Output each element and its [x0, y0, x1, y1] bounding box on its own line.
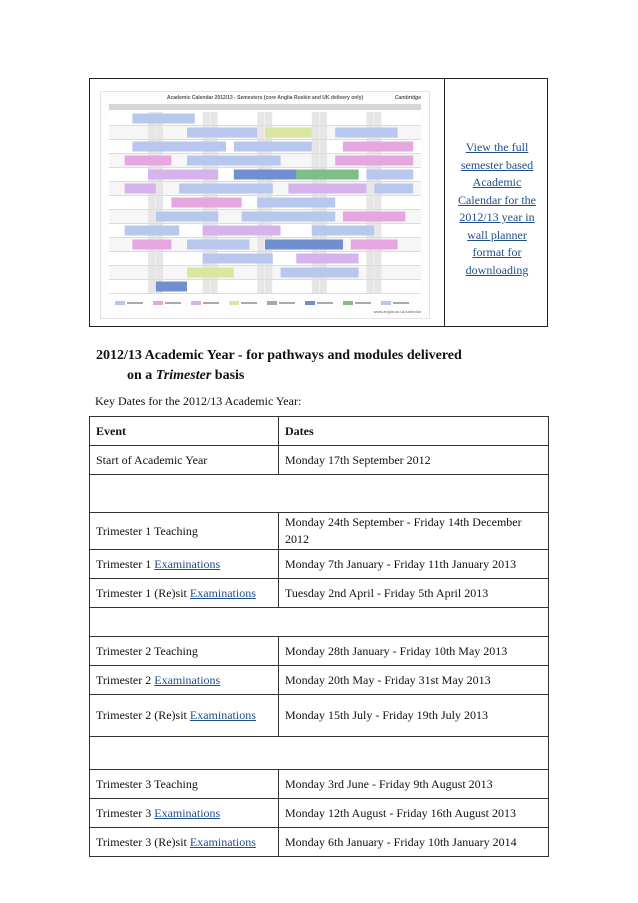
calendar-event-bar	[132, 114, 194, 124]
weekend-cell	[312, 280, 319, 293]
calendar-grid-graphic	[109, 104, 421, 294]
calendar-event-bar	[187, 240, 249, 250]
examinations-link[interactable]: Examinations	[154, 556, 221, 571]
table-row	[90, 799, 549, 828]
calendar-legend-graphic	[111, 300, 421, 306]
calendar-event-bar	[265, 128, 312, 138]
table-row	[90, 695, 549, 737]
weekend-cell	[156, 182, 163, 195]
grid-line	[109, 237, 421, 238]
dates-cell: Monday 3rd June - Friday 9th August 2013	[279, 770, 549, 799]
weekend-cell	[374, 252, 381, 265]
weekend-cell	[320, 126, 327, 139]
weekend-cell	[148, 266, 155, 279]
legend-label-mark	[241, 302, 257, 304]
event-prefix: Trimester 3	[96, 805, 155, 820]
weekend-cell	[374, 196, 381, 209]
grid-line	[109, 139, 421, 140]
weekend-cell	[374, 112, 381, 125]
dates-cell: Tuesday 2nd April - Friday 5th April 2013	[279, 579, 549, 608]
weekend-cell	[320, 140, 327, 153]
legend-swatch	[229, 301, 239, 305]
dates-cell: Monday 28th January - Friday 10th May 2013	[279, 637, 549, 666]
calendar-box	[89, 78, 548, 327]
weekend-cell	[374, 280, 381, 293]
link-line[interactable]: Calendar for the	[458, 192, 536, 207]
weekend-cell	[148, 210, 155, 223]
weekend-cell	[320, 280, 327, 293]
event-prefix: Trimester 1	[96, 556, 155, 571]
calendar-event-bar	[187, 128, 257, 138]
weekend-cell	[366, 112, 373, 125]
legend-label-mark	[165, 302, 181, 304]
calendar-event-bar	[335, 156, 413, 166]
calendar-event-bar	[366, 170, 413, 180]
examinations-link[interactable]: Examinations	[154, 805, 221, 820]
calendar-event-bar	[132, 240, 171, 250]
weekend-cell	[148, 126, 155, 139]
table-header-row	[90, 417, 549, 446]
grid-line	[109, 125, 421, 126]
event-cell: Start of Academic Year	[90, 446, 279, 475]
weekend-cell	[320, 154, 327, 167]
thumbnail-url: www.anglia.ac.uk/calendar	[373, 309, 421, 314]
calendar-event-bar	[171, 198, 241, 208]
weekend-cell	[148, 252, 155, 265]
weekend-cell	[366, 266, 373, 279]
weekend-cell	[156, 266, 163, 279]
calendar-event-bar	[179, 184, 273, 194]
weekend-cell	[265, 280, 272, 293]
spacer-cell	[90, 737, 549, 770]
table-row	[90, 666, 549, 695]
event-prefix: Trimester 1 (Re)sit	[96, 585, 190, 600]
spacer-cell	[90, 608, 549, 637]
link-line[interactable]: wall planner	[467, 227, 527, 242]
thumbnail-title: Academic Calendar 2012/13 - Semesters (core Anglia Ruskin and UK delivery only)	[166, 95, 364, 101]
calendar-event-bar	[156, 212, 218, 222]
legend-label-mark	[393, 302, 409, 304]
calendar-event-bar	[257, 198, 335, 208]
table-row	[90, 513, 549, 550]
calendar-event-bar	[125, 156, 172, 166]
legend-swatch	[343, 301, 353, 305]
weekend-cell	[366, 196, 373, 209]
weekend-cell	[312, 112, 319, 125]
weekend-cell	[203, 280, 210, 293]
table-row	[90, 828, 549, 857]
link-line[interactable]: downloading	[465, 262, 529, 277]
spacer-cell	[90, 475, 549, 513]
weekend-cell	[156, 252, 163, 265]
grid-header-band	[109, 104, 421, 110]
grid-line	[109, 279, 421, 280]
heading-line-1: 2012/13 Academic Year - for pathways and modules delivered	[96, 348, 462, 363]
key-dates-table	[89, 416, 549, 857]
calendar-event-bar	[296, 254, 358, 264]
weekend-cell	[203, 112, 210, 125]
legend-label-mark	[355, 302, 371, 304]
grid-line	[109, 209, 421, 210]
calendar-event-bar	[288, 184, 366, 194]
weekend-cell	[366, 280, 373, 293]
weekend-cell	[312, 154, 319, 167]
examinations-link[interactable]: Examinations	[189, 708, 256, 722]
weekend-cell	[312, 140, 319, 153]
event-cell	[90, 579, 279, 608]
table-row	[90, 579, 549, 608]
dates-cell: Monday 24th September - Friday 14th December 2012	[279, 513, 549, 550]
examinations-link[interactable]: Examinations	[154, 672, 221, 687]
weekend-cell	[210, 112, 217, 125]
legend-swatch	[267, 301, 277, 305]
weekend-cell	[265, 266, 272, 279]
weekend-cell	[265, 112, 272, 125]
calendar-event-bar	[156, 282, 187, 292]
weekend-cell	[257, 266, 264, 279]
weekend-cell	[210, 280, 217, 293]
dates-cell: Monday 17th September 2012	[279, 446, 549, 475]
weekend-cell	[257, 238, 264, 251]
calendar-event-bar	[281, 268, 359, 278]
weekend-cell	[320, 112, 327, 125]
table-row	[90, 446, 549, 475]
legend-label-mark	[279, 302, 295, 304]
calendar-event-bar	[265, 240, 343, 250]
event-prefix: Trimester 2 (Re)sit	[96, 708, 190, 722]
dates-cell: Monday 20th May - Friday 31st May 2013	[279, 666, 549, 695]
event-cell	[90, 695, 279, 737]
calendar-event-bar	[343, 212, 405, 222]
grid-line	[109, 265, 421, 266]
grid-line	[109, 293, 421, 294]
weekend-cell	[257, 126, 264, 139]
weekend-cell	[374, 224, 381, 237]
legend-label-mark	[317, 302, 333, 304]
calendar-event-bar	[203, 254, 273, 264]
calendar-download-link[interactable]	[446, 139, 548, 279]
event-cell: Trimester 2 Teaching	[90, 637, 279, 666]
table-spacer-row	[90, 608, 549, 637]
weekend-cell	[156, 126, 163, 139]
dates-cell: Monday 6th January - Friday 10th January 2014	[279, 828, 549, 857]
calendar-event-bar	[125, 226, 180, 236]
link-line[interactable]: 2012/13 year in	[459, 210, 535, 224]
grid-line	[109, 195, 421, 196]
table-row	[90, 770, 549, 799]
calendar-event-bar	[132, 142, 226, 152]
calendar-event-bar	[148, 170, 218, 180]
legend-swatch	[153, 301, 163, 305]
header-dates: Dates	[279, 417, 549, 446]
calendar-event-bar	[335, 128, 397, 138]
calendar-event-bar	[125, 184, 156, 194]
box-divider	[444, 79, 445, 326]
legend-swatch	[305, 301, 315, 305]
calendar-thumbnail-image[interactable]	[100, 91, 430, 319]
grid-line	[109, 223, 421, 224]
calendar-event-bar	[296, 170, 358, 180]
event-cell: Trimester 3 Teaching	[90, 770, 279, 799]
table-row	[90, 550, 549, 579]
legend-label-mark	[127, 302, 143, 304]
weekend-cell	[148, 280, 155, 293]
legend-swatch	[381, 301, 391, 305]
dates-cell: Monday 12th August - Friday 16th August 2013	[279, 799, 549, 828]
event-prefix: Trimester 3 (Re)sit	[96, 834, 190, 849]
calendar-event-bar	[312, 226, 374, 236]
table-spacer-row	[90, 737, 549, 770]
weekend-cell	[148, 196, 155, 209]
weekend-cell	[366, 252, 373, 265]
event-cell: Trimester 1 Teaching	[90, 513, 279, 550]
link-line[interactable]: semester based	[460, 157, 534, 172]
section-heading	[96, 346, 546, 386]
calendar-event-bar	[374, 184, 413, 194]
legend-label-mark	[203, 302, 219, 304]
link-line[interactable]: format for	[472, 245, 522, 259]
grid-line	[109, 251, 421, 252]
calendar-event-bar	[187, 156, 281, 166]
event-cell	[90, 666, 279, 695]
examinations-link[interactable]: Examinations	[189, 834, 256, 849]
calendar-event-bar	[242, 212, 336, 222]
table-spacer-row	[90, 475, 549, 513]
calendar-event-bar	[203, 226, 281, 236]
dates-cell: Monday 7th January - Friday 11th January 2013	[279, 550, 549, 579]
grid-line	[109, 167, 421, 168]
weekend-cell	[257, 112, 264, 125]
event-cell	[90, 828, 279, 857]
legend-swatch	[191, 301, 201, 305]
weekend-cell	[374, 266, 381, 279]
event-prefix: Trimester 2	[96, 672, 155, 687]
calendar-event-bar	[351, 240, 398, 250]
event-cell	[90, 550, 279, 579]
event-cell	[90, 799, 279, 828]
link-line[interactable]: Academic	[472, 175, 522, 189]
calendar-event-bar	[187, 268, 234, 278]
weekend-cell	[366, 182, 373, 195]
table-row	[90, 637, 549, 666]
heading-line-2: on a Trimester basis	[127, 368, 245, 383]
legend-swatch	[115, 301, 125, 305]
dates-cell: Monday 15th July - Friday 19th July 2013	[279, 695, 549, 737]
grid-line	[109, 181, 421, 182]
grid-line	[109, 153, 421, 154]
calendar-event-bar	[234, 142, 312, 152]
weekend-cell	[156, 196, 163, 209]
weekend-cell	[312, 126, 319, 139]
weekend-cell	[257, 280, 264, 293]
thumbnail-logo: Cambridge	[394, 95, 421, 101]
header-event: Event	[90, 417, 279, 446]
link-line[interactable]: View the full	[465, 140, 529, 154]
intro-text: Key Dates for the 2012/13 Academic Year:	[95, 394, 302, 408]
examinations-link[interactable]: Examinations	[189, 585, 256, 600]
calendar-event-bar	[343, 142, 413, 152]
